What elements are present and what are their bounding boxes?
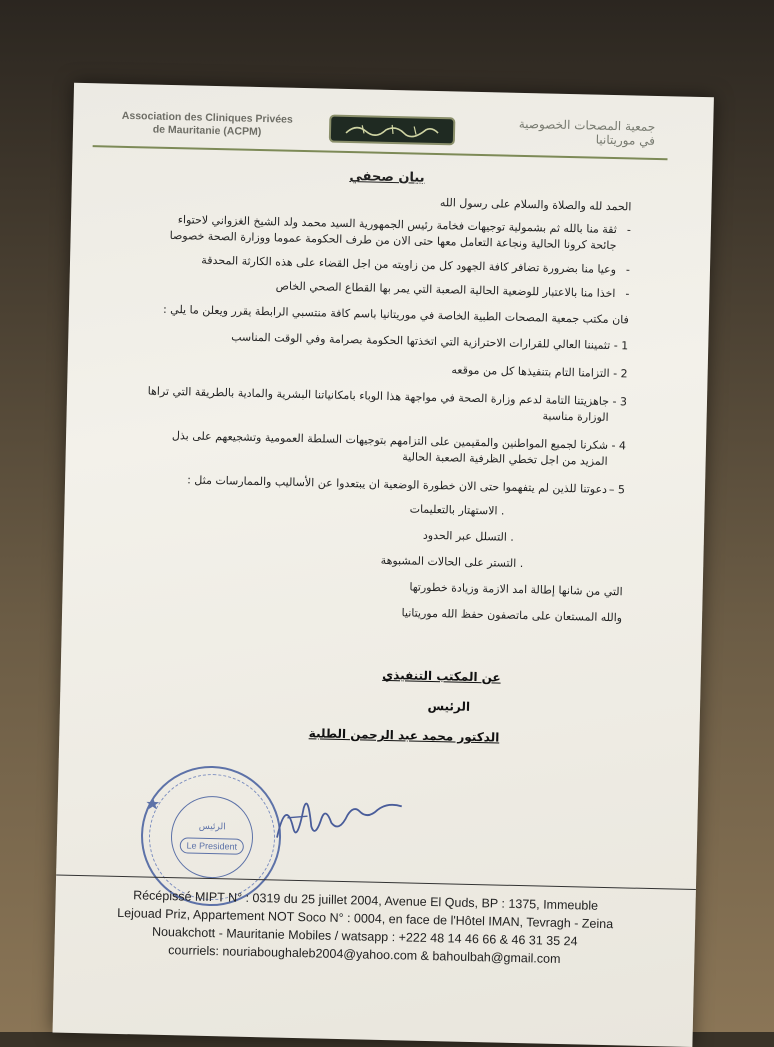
item-text: جاهزيتنا التامة لدعم وزارة الصحة في مواجهة هذا الوباء بامكانياتنا البشرية والمادية بالطريقة التي تراها الوزارة مناسبة	[147, 384, 610, 424]
item-text: دعوتنا للذين لم يتفهموا حتى الان خطورة الوضعية ان يبتعدوا عن الأساليب والممارسات مثل :	[187, 473, 608, 496]
list-item	[146, 427, 627, 470]
header-arabic-line2: في موريتانيا	[595, 132, 656, 148]
sub-list	[143, 495, 624, 574]
header-arabic-line1: جمعية المصحات الخصوصية	[518, 116, 656, 134]
numbered-list	[145, 327, 629, 498]
header-latin-line1: Association des Cliniques Privées	[121, 109, 293, 126]
header-latin-line2: de Mauritanie (ACPM)	[152, 123, 262, 138]
footer-line4: courriels: nouriaboughaleb2004@yahoo.com & bahoulbah@gmail.com	[168, 943, 561, 966]
letter-page	[53, 83, 714, 1047]
list-item: - وعيا منا بضرورة تضافر كافة الجهود كل من زاويته من اجل القضاء على هذه الكارثة المحدقة	[201, 253, 631, 277]
list-item	[147, 383, 628, 426]
document-title: بيان صحفي	[349, 169, 425, 186]
stamp-latin-text: Le President	[179, 837, 244, 854]
list-item	[145, 471, 625, 498]
handwritten-signature	[267, 787, 408, 850]
footer-line1: Récépissé MIPT N° : 0319 du 25 juillet 2004, Avenue El Quds, BP : 1375, Immeuble	[133, 888, 599, 913]
footer-line3: Nouakchott - Mauritanie Mobiles / watsapp : +222 48 14 46 66 & 46 31 35 24	[151, 924, 578, 949]
list-item: - اخذا منا بالاعتبار للوضعية الحالية الصعبة التي يمر بها القطاع الصحي الخاص	[275, 279, 630, 301]
item-number: 5 –	[608, 482, 626, 497]
signature-office: عن المكتب التنفيذي	[382, 667, 501, 685]
item-text: تثميننا العالي للقرارات الاحترازية التي اتخذتها الحكومة بصرامة وفي الوقت المناسب	[231, 330, 611, 352]
intro-paragraph: فان مكتب جمعية المصحات الطبية الخاصة في موريتانيا باسم كافة منتسبي الرابطة يقرر ويعلن ما يلي :	[162, 302, 629, 327]
item-number: 4 -	[611, 439, 627, 453]
consequence-line: التي من شانها إطالة امد الازمة وزيادة خطورتها	[409, 580, 623, 599]
footer-line2: Lejouad Priz, Appartement NOT Soco N° : 0004, en face de l'Hôtel IMAN, Tevragh - Zeina	[117, 905, 614, 932]
header-divider	[93, 145, 668, 160]
item-number: 2 -	[613, 367, 628, 381]
association-logo	[329, 115, 456, 146]
header-latin-name	[107, 110, 308, 141]
stamp-arabic-text: الرئيس	[198, 820, 226, 831]
logo-calligraphy-icon	[342, 121, 442, 139]
closing-line: والله المستعان على ماتصفون حفظ الله موريتانيا	[401, 606, 623, 625]
item-number: 1 -	[613, 339, 629, 353]
opening-line: الحمد لله والصلاة والسلام على رسول الله	[439, 196, 632, 214]
list-item	[148, 355, 628, 382]
document-body	[142, 189, 632, 634]
bullet-text: وعيا منا بضرورة تضافر كافة الجهود كل من زاويته من اجل القضاء على هذه الكارثة المحدقة	[201, 253, 617, 277]
sub-item: . التسلل عبر الحدود	[422, 528, 515, 544]
header-arabic-name	[475, 116, 656, 148]
signature-block	[308, 659, 501, 752]
footer-address	[64, 885, 665, 971]
list-item: - ثقة منا بالله ثم بشمولية توجيهات فخامة رئيس الجمهورية السيد محمد ولد الشيخ الغزواني لاحتواء جائحة كرونا الحالية ونجاعة التعامل معها حتى الان من طرف الحكومة عموما ووزارة الصحة خصوصا	[169, 213, 632, 253]
bullet-list	[149, 212, 631, 303]
sub-item: . التستر على الحالات المشبوهة	[380, 553, 524, 571]
list-item	[148, 327, 628, 354]
item-text: شكرنا لجميع المواطنين والمقيمين على التزامهم بتوجيهات السلطة العمومية وتشجيعهم على بذل المزيد من اجل تخطي الظرفية الصعبة الحالية	[171, 429, 609, 468]
sub-item: . الاستهتار بالتعليمات	[409, 502, 505, 518]
signature-role: الرئيس	[427, 698, 471, 714]
item-number: 3 -	[612, 395, 628, 409]
bullet-text: ثقة منا بالله ثم بشمولية توجيهات فخامة رئيس الجمهورية السيد محمد ولد الشيخ الغزواني لاحتواء جائحة كرونا الحالية ونجاعة التعامل معها حتى الان من طرف الحكومة عموما ووزارة الصحة خصوصا	[169, 213, 618, 253]
bullet-text: اخذا منا بالاعتبار للوضعية الحالية الصعبة التي يمر بها القطاع الصحي الخاص	[275, 279, 616, 301]
signature-name: الدكتور محمد عبد الرحمن الطلبة	[308, 726, 500, 745]
star-icon	[146, 797, 160, 811]
item-text: التزامنا التام بتنفيذها كل من موقعه	[451, 363, 610, 380]
